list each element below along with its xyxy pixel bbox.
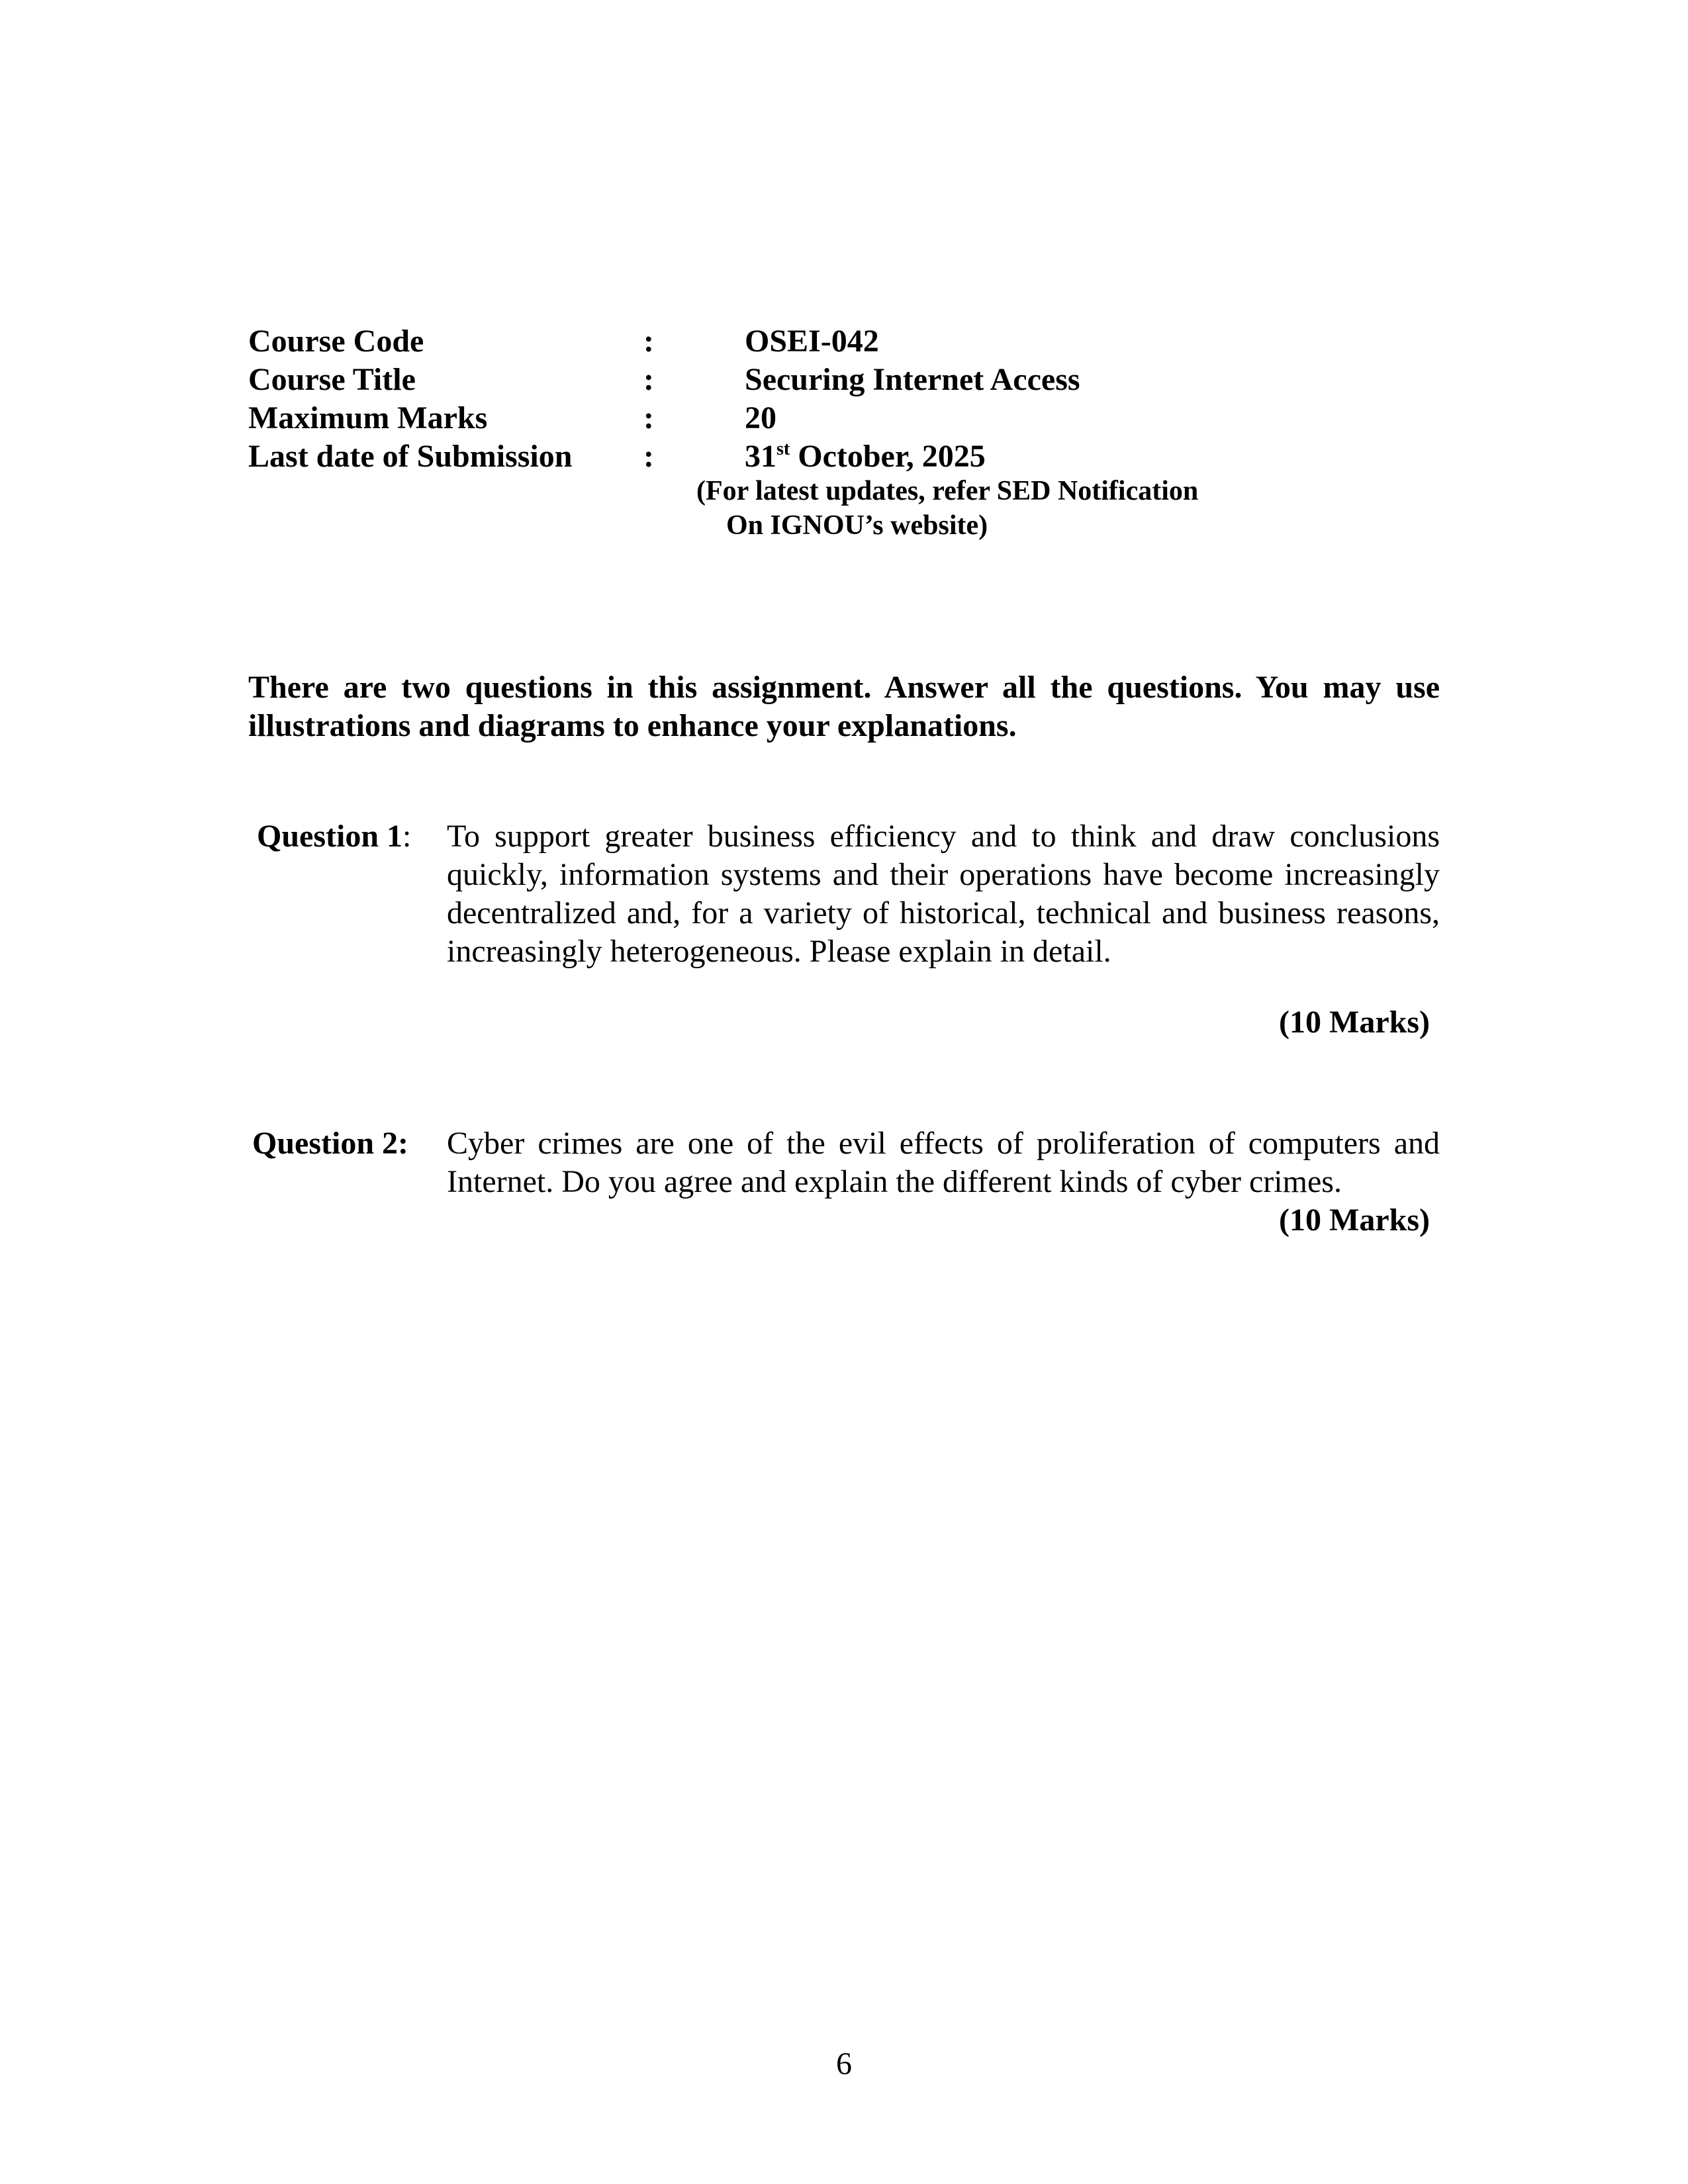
question-2-label: Question 2: xyxy=(252,1126,409,1161)
maximum-marks-value: 20 xyxy=(745,400,776,435)
page-number: 6 xyxy=(836,2046,852,2081)
course-title-value: Securing Internet Access xyxy=(745,362,1080,397)
submission-date-month-year: October, 2025 xyxy=(790,439,986,474)
question-1-label xyxy=(257,817,411,856)
course-title-label: Course Title xyxy=(248,362,416,397)
question-2-text: Cyber crimes are one of the evil effects of proliferation of computers and Internet. Do you agree and explain the different kinds of cyber crimes. xyxy=(447,1126,1440,1199)
submission-date-ordinal: st xyxy=(776,439,790,459)
maximum-marks-colon: : xyxy=(643,400,654,435)
submission-date-label: Last date of Submission xyxy=(248,439,573,474)
submission-date-value xyxy=(745,437,986,476)
submission-date-day: 31 xyxy=(745,439,776,474)
question-1-label-colon: : xyxy=(402,819,412,854)
question-1-label-text: Question 1 xyxy=(257,819,403,854)
course-code-label: Course Code xyxy=(248,324,424,359)
course-title-colon: : xyxy=(643,362,654,397)
submission-date-colon: : xyxy=(643,439,654,474)
assignment-instructions: There are two questions in this assignment. Answer all the questions. You may use illustrations and diagrams to enhance your explanations. xyxy=(248,670,1440,743)
question-1-marks: (10 Marks) xyxy=(1279,1005,1430,1040)
maximum-marks-label: Maximum Marks xyxy=(248,400,488,435)
question-2-marks: (10 Marks) xyxy=(1279,1203,1430,1238)
question-1-text: To support greater business efficiency and to think and draw conclusions quickly, information systems and their operations have become increasingly decentralized and, for a variety of historical, technical and business reasons, increasingly heterogeneous. Please explain in detail. xyxy=(447,819,1440,969)
course-code-value: OSEI-042 xyxy=(745,324,879,359)
updates-note-line2: On IGNOU’s website) xyxy=(726,510,988,541)
updates-note-line1: (For latest updates, refer SED Notification xyxy=(696,476,1199,506)
course-code-colon: : xyxy=(643,324,654,359)
